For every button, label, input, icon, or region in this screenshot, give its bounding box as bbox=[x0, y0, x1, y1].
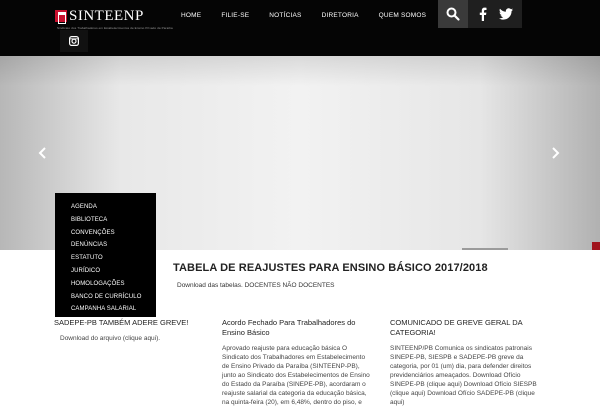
instagram-button[interactable] bbox=[60, 30, 88, 52]
search-button[interactable] bbox=[438, 0, 468, 28]
page-title: TABELA DE REAJUSTES PARA ENSINO BÁSICO 2017/2018 bbox=[173, 262, 488, 274]
search-icon bbox=[446, 7, 460, 21]
logo-emblem-icon bbox=[55, 10, 67, 22]
slider-prev-button[interactable] bbox=[36, 146, 50, 160]
news-body: Aprovado reajuste para educação básica O Sindicato dos Trabalhadores em Estabelecimento de Ensino Privado da Paraíba (SINTEENP-PB), junto ao Sindicato dos Estabelecimentos de Ensino do Estado da Paraíba (SINEPE-PB), acordaram o reajuste salarial da categoria da educação básica, na quinta-feira (20), em 6,48%, dentro do piso, e bbox=[222, 345, 370, 406]
news-body[interactable]: Download do arquivo (clique aqui). bbox=[60, 334, 161, 342]
news-title[interactable]: COMUNICADO DE GREVE GERAL DA CATEGORIA! bbox=[390, 318, 523, 337]
corner-accent bbox=[592, 242, 600, 250]
chevron-left-icon bbox=[38, 147, 48, 159]
menu-item-homologacoes[interactable]: HOMOLOGAÇÕES bbox=[71, 280, 125, 287]
menu-item-agenda[interactable]: AGENDA bbox=[71, 204, 97, 210]
download-tables-link[interactable]: Download das tabelas. DOCENTES NÃO DOCENTES bbox=[177, 282, 335, 289]
slider-next-button[interactable] bbox=[548, 146, 562, 160]
menu-item-juridico[interactable]: JURÍDICO bbox=[71, 267, 101, 274]
logo-subtitle: Sindicato dos Trabalhadores em Estabelecimentos de Ensino Privado da Paraíba bbox=[57, 26, 173, 30]
news-title[interactable]: SADEPE-PB TAMBÉM ADERE GREVE! bbox=[54, 318, 189, 327]
twitter-button[interactable] bbox=[490, 0, 522, 28]
news-column-acordo bbox=[222, 318, 372, 407]
menu-item-campanha-salarial[interactable]: CAMPANHA SALARIAL bbox=[71, 306, 137, 313]
site-logo[interactable] bbox=[55, 8, 144, 24]
nav-filie-se[interactable]: FILIE-SE bbox=[221, 11, 250, 19]
twitter-icon bbox=[499, 8, 513, 20]
instagram-icon bbox=[69, 36, 79, 46]
nav-quem-somos[interactable]: QUEM SOMOS bbox=[378, 11, 427, 19]
news-title[interactable]: Acordo Fechado Para Trabalhadores do Ensino Básico bbox=[222, 318, 356, 337]
menu-item-convencoes[interactable]: CONVENÇÕES bbox=[71, 229, 115, 236]
menu-item-banco-de-curriculo[interactable]: BANCO DE CURRÍCULO bbox=[71, 293, 142, 300]
facebook-icon bbox=[479, 7, 487, 21]
menu-item-biblioteca[interactable]: BIBLIOTECA bbox=[71, 216, 108, 223]
nav-diretoria[interactable]: DIRETORIA bbox=[321, 11, 359, 19]
nav-home[interactable]: HOME bbox=[181, 11, 202, 19]
site-header bbox=[0, 0, 600, 56]
news-column-sadepe bbox=[54, 318, 214, 343]
chevron-right-icon bbox=[550, 147, 560, 159]
dropdown-menu bbox=[55, 193, 156, 317]
menu-item-estatuto[interactable]: ESTATUTO bbox=[71, 255, 103, 262]
news-column-greve bbox=[390, 318, 540, 407]
slider-indicator[interactable] bbox=[462, 248, 508, 250]
nav-noticias[interactable]: NOTÍCIAS bbox=[269, 11, 302, 19]
news-body: SINTEENP/PB Comunica os sindicatos patronais SINEPE-PB, SIESPB e SADEPE-PB greve da categoria, por 01 (um) dia, para defender direitos previdenciários ameaçados. Download Ofício SINEPE-PB (clique aqui) Download Ofício SIESPB (clique aqui) Download Ofício SADEPE-PB (clique aqui) bbox=[390, 345, 537, 406]
logo-text: SINTEENP bbox=[69, 8, 144, 24]
menu-item-denuncias[interactable]: DENÚNCIAS bbox=[71, 242, 108, 249]
